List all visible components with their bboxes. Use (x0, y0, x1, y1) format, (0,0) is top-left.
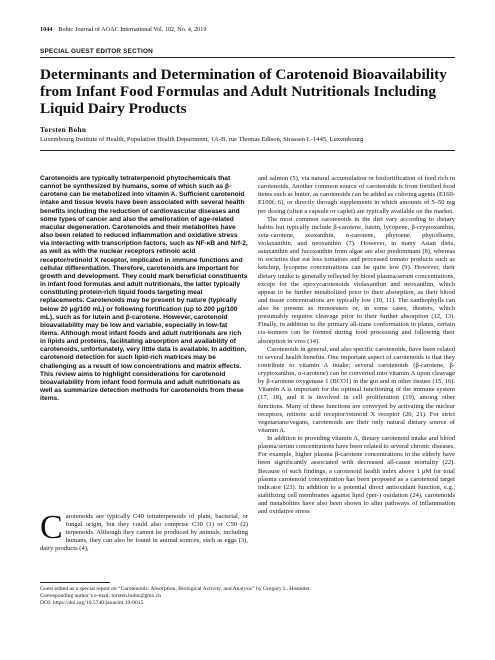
footnote-rule (40, 582, 110, 583)
footnote-doi: DOI: https://doi.org/10.5740/jaoacint.19-0015 (40, 600, 144, 606)
body-paragraph: In addition to providing vitamin A, dietary carotenoid intake and blood plasma/serum concentrations have been related to several chronic diseases. For example, higher plasma β-carotene concentrations in the elderly have been significantly associated with decreased all-cause mortality (22). Because of such findings, a carotenoid health index above 1 μM for total plasma carotenoid concentration has been proposed as a carotenoid target indicator (23). In addition to a potential direct antioxidant function, e.g., stabilizing cell membranes against lipid (per-) oxidation (24), carotenoids and metabolites have also been shown to alter pathways of inflammation and oxidative stress (258, 435, 455, 516)
drop-cap: C (40, 509, 63, 546)
section-rule (40, 57, 455, 58)
body-paragraph: The most common carotenoids in the diet vary according to dietary habits but typically include β-carotene, lutein, lycopene, β-cryptoxanthin, zeta-carotene, zeaxanthin, α-carotene, phytoene, phytofluene, violaxanthin, and neoxanthin (7). However, in many Asian diets, astaxanthin and fucoxanthin from algae are also predominant (8), whereas in societies that eat less tomatoes and processed tomato products such as ketchup, lycopene concentrations can be quite low (9). However, their dietary intake is generally reflected by blood plasma/serum concentrations, except for the epoxycarotenoids violaxanthin and neoxanthin, which appear to be further metabolized prior to their absorption, as their blood and tissue concentrations are typically low (10, 11). The xanthophylls can also be present as monoesters or, in some cases, diesters, which presumably requires cleavage prior to their further absorption (12, 13). Finally, in addition to the primary all-trans conformation in plants, certain cis-isomers can be formed during food processing and following their absorption in vivo (14). (258, 215, 455, 345)
abstract: Carotenoids are typically tetraterpenoid phytochemicals that cannot be synthesized by humans, some of which such as β-carotene can be metabolized into vitamin A. Sufficient carotenoid intake and tissue levels have been associated with several health benefits including the reduction of cardiovascular diseases and some types of cancer and also the amelioration of age-related macular degeneration. Carotenoids and their metabolites have also been related to reduced inflammation and oxidative stress via interacting with transcription factors, such as NF-κB and Nrf-2, as well as with the nuclear receptors retinoic acid receptor/retinoid X receptor, implicated in immune functions and cellular differentiation. Therefore, carotenoids are important for growth and development. They could mark beneficial constituents in infant food formulas and adult nutritionals, the latter typically constituting protein-rich liquid foods targeting meal replacements. Carotenoids may be present by nature (typically below 20 μg/100 mL) or following fortification (up to 200 μg/100 mL), such as for lutein and β-carotene. However, carotenoid bioavailability may be low and variable, especially in low-fat items. Although most infant foods and adult nutritionals are rich in lipids and proteins, facilitating absorption and availability of carotenoids, unfortunately, very little data is available. In addition, carotenoid detection for such lipid-rich matrices may be challenging as a result of low concentrations and matrix effects. This review aims to highlight considerations for carotenoid bioavailability from infant food formula and adult nutritionals as well as summarize detection methods for carotenoids from these items. (40, 175, 248, 403)
footnotes (40, 586, 311, 607)
footnote-email: Corresponding author’s e-mail: torsten.bohn@gmx.ch (40, 593, 162, 599)
footnote-guest-edited: Guest edited as a special report on “Carotenoids: Absorption, Biological Activity, and Analysis” by Gregory L. Hostetler. (40, 586, 311, 592)
journal-citation: Bohn: Journal of AOAC International Vol. 102, No. 4, 2019 (58, 26, 207, 33)
author-affiliation: Luxembourg Institute of Health, Population Health Department, 1A-B, rue Thomas Edison, Strassen L-1445, Luxembourg (40, 136, 364, 143)
section-label: SPECIAL GUEST EDITOR SECTION (40, 48, 153, 55)
article-title: Determinants and Determination of Carotenoid Bioavailability from Infant Food Formulas and Adult Nutritionals Including Liquid Dairy Products (40, 66, 447, 117)
intro-paragraph (40, 509, 248, 553)
body-paragraph: Carotenoids in general, and also specific carotenoids, have been related to several health benefits. One important aspect of carotenoids is that they contribute to vitamin A intake; several carotenoids (β-carotene, β-cryptoxanthin, α-carotene) can be converted into vitamin A upon cleavage by β-carotene oxygenase 1 (BCO1) in the gut and in other tissues (15, 16). Vitamin A is important for the optimal functioning of the immune system (17, 18), and it is involved in cell proliferation (19), among other functions. Many of these functions are conveyed by activating the nuclear receptors, retinoic acid receptor/retinoid X receptor (20, 21). For strict vegetarians/vegans, carotenoids are their only natural dietary source of vitamin A. (258, 345, 455, 434)
author-name: Torsten Bohn (40, 126, 87, 134)
running-header (40, 26, 206, 33)
header-rule (40, 150, 455, 151)
intro-text: arotenoids are typically C40 tetraterpenoids of plant, bacterial, or fungal origin, but they could also comprise C30 (1) or C50 (2) terpenoids. Although they cannot be produced by animals, including humans, they can also be found in animal sources, such as eggs (3), dairy products (4), (40, 513, 248, 553)
body-paragraph: and salmon (5), via natural accumulation or biofortification of feed rich in carotenoids. Another common source of carotenoids is from fortified food items such as butter, as carotenoids can be added as coloring agents (E160-E160f; 6), or directly through supplements in which amounts of 5–50 mg per dosing (often a capsule or caplet) are typically available on the market. (258, 175, 455, 215)
right-column (258, 175, 455, 516)
page-number: 1044 (40, 26, 53, 33)
